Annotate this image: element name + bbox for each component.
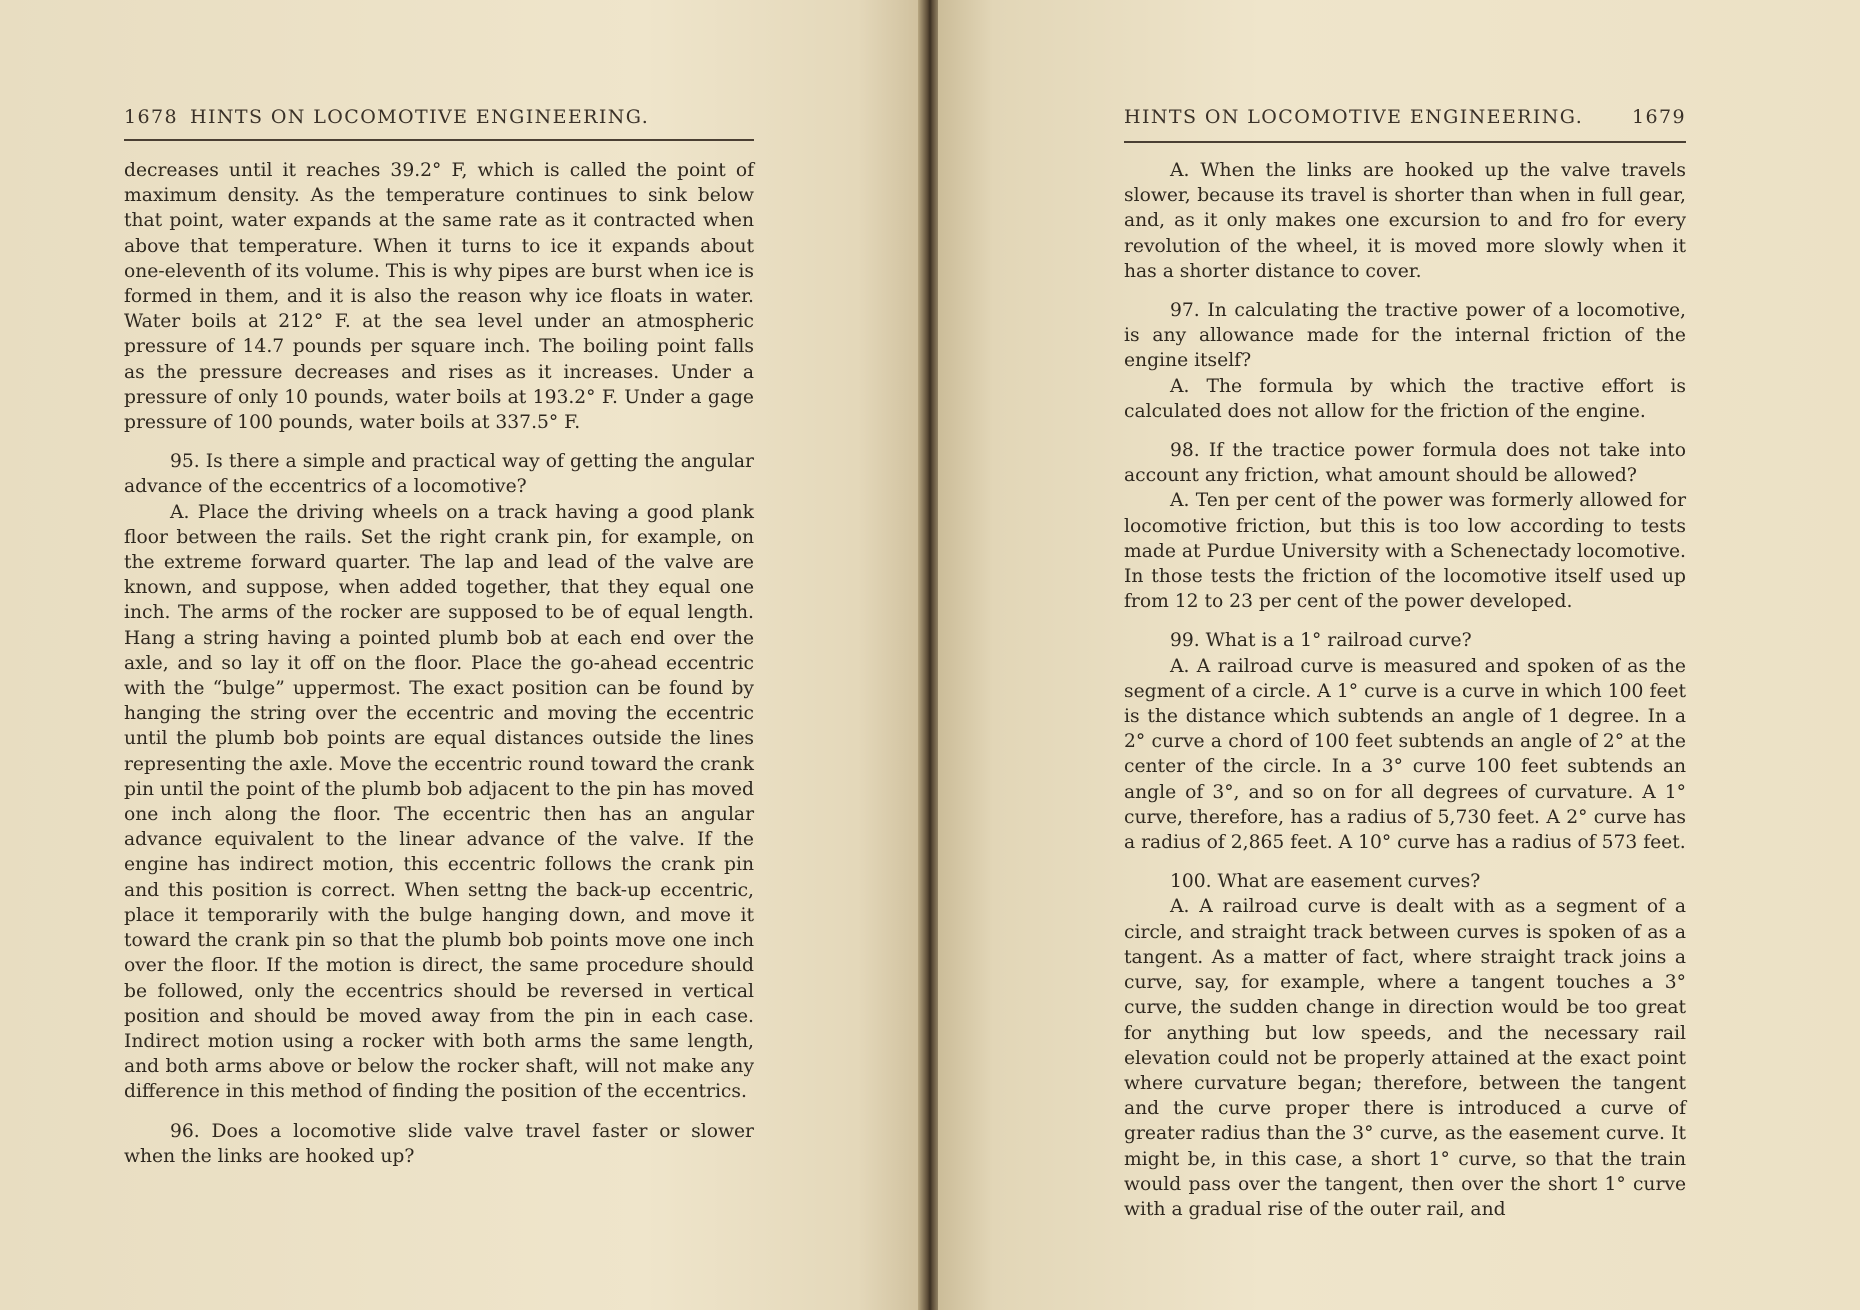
right-page-body	[1124, 158, 1686, 1222]
right-page-number: 1679	[1632, 106, 1686, 128]
paragraph: decreases until it reaches 39.2° F, which is called the point of maximum density. As the temperature continues to sink below that point, water expands at the same rate as it contracted when above that temperature. When it turns to ice it expands about one-eleventh of its volume. This is why pipes are burst when ice is formed in them, and it is also the reason why ice floats in water. Water boils at 212° F. at the sea level under an atmospheric pressure of 14.7 pounds per square inch. The boiling point falls as the pressure decreases and rises as it increases. Under a pressure of only 10 pounds, water boils at 193.2° F. Under a gage pressure of 100 pounds, water boils at 337.5° F.	[124, 160, 754, 434]
question-97: 97. In calculating the tractive power of a locomotive, is any allowance made for the internal friction of the engine itself?	[1124, 300, 1686, 372]
answer-99: A. A railroad curve is measured and spoken of as the segment of a circle. A 1° curve is a curve in which 100 feet is the distance which subtends an angle of 1 degree. In a 2° curve a chord of 100 feet subtends an angle of 2° at the center of the circle. In a 3° curve 100 feet subtends an angle of 3°, and so on for all degrees of curvature. A 1° curve, therefore, has a radius of 5,730 feet. A 2° curve has a radius of 2,865 feet. A 10° curve has a radius of 573 feet.	[1124, 655, 1686, 854]
answer-98: A. Ten per cent of the power was formerly allowed for locomotive friction, but this is too low according to tests made at Purdue University with a Schenectady locomotive. In those tests the friction of the locomotive itself used up from 12 to 23 per cent of the power developed.	[1124, 490, 1686, 613]
answer-95: A. Place the driving wheels on a track having a good plank floor between the rails. Set the right crank pin, for example, on the extreme forward quarter. The lap and lead of the valve are known, and suppose, when added together, that they equal one inch. The arms of the rocker are supposed to be of equal length. Hang a string having a pointed plumb bob at each end over the axle, and so lay it off on the floor. Place the go-ahead eccentric with the “bulge” uppermost. The exact position can be found by hanging the string over the eccentric and moving the eccentric until the plumb bob points are equal distances outside the lines representing the axle. Move the eccentric round toward the crank pin until the point of the plumb bob adjacent to the pin has moved one inch along the floor. The eccentric then has an angular advance equivalent to the linear advance of the valve. If the engine has indirect motion, this eccentric follows the crank pin and this position is correct. When settng the back-up eccentric, place it temporarily with the bulge hanging down, and move it toward the crank pin so that the plumb bob points move one inch over the floor. If the motion is direct, the same procedure should be followed, only the eccentrics should be reversed in vertical position and should be moved away from the pin in each case. Indirect motion using a rocker with both arms the same length, and both arms above or below the rocker shaft, will not make any difference in this method of finding the position of the eccentrics.	[124, 501, 754, 1103]
left-running-header	[124, 106, 754, 142]
question-99: 99. What is a 1° railroad curve?	[1170, 630, 1472, 652]
left-page	[0, 0, 922, 1310]
question-95: 95. Is there a simple and practical way of getting the angular advance of the eccentrics of a locomotive?	[124, 451, 754, 498]
answer-96: A. When the links are hooked up the valve travels slower, because its travel is shorter than when in full gear, and, as it only makes one excursion to and fro for every revolution of the wheel, it is moved more slowly when it has a shorter distance to cover.	[1124, 160, 1686, 282]
question-96: 96. Does a locomotive slide valve travel faster or slower when the links are hooked up?	[124, 1120, 754, 1167]
right-running-header	[1124, 106, 1686, 142]
answer-97: A. The formula by which the tractive effort is calculated does not allow for the friction of the engine.	[1124, 375, 1686, 422]
left-header-title: HINTS ON LOCOMOTIVE ENGINEERING.	[190, 106, 650, 128]
answer-100: A. A railroad curve is dealt with as a segment of a circle, and straight track between curves is spoken of as a tangent. As a matter of fact, where straight track joins a curve, say, for example, where a tangent touches a 3° curve, the sudden change in direction would be too great for anything but low speeds, and the necessary rail elevation could not be properly attained at the exact point where curvature began; therefore, between the tangent and the curve proper there is introduced a curve of greater radius than the 3° curve, as the easement curve. It might be, in this case, a short 1° curve, so that the train would pass over the tangent, then over the short 1° curve with a gradual rise of the outer rail, and	[1124, 896, 1686, 1220]
question-98: 98. If the tractice power formula does not take into account any friction, what amount should be allowed?	[1124, 440, 1686, 487]
right-header-title: HINTS ON LOCOMOTIVE ENGINEERING.	[1124, 106, 1584, 128]
question-100: 100. What are easement curves?	[1170, 871, 1481, 893]
left-page-body	[124, 158, 754, 1169]
left-header-rule	[124, 139, 754, 141]
right-header-rule	[1124, 141, 1686, 143]
right-page	[938, 0, 1860, 1310]
left-page-number: 1678	[124, 106, 178, 128]
